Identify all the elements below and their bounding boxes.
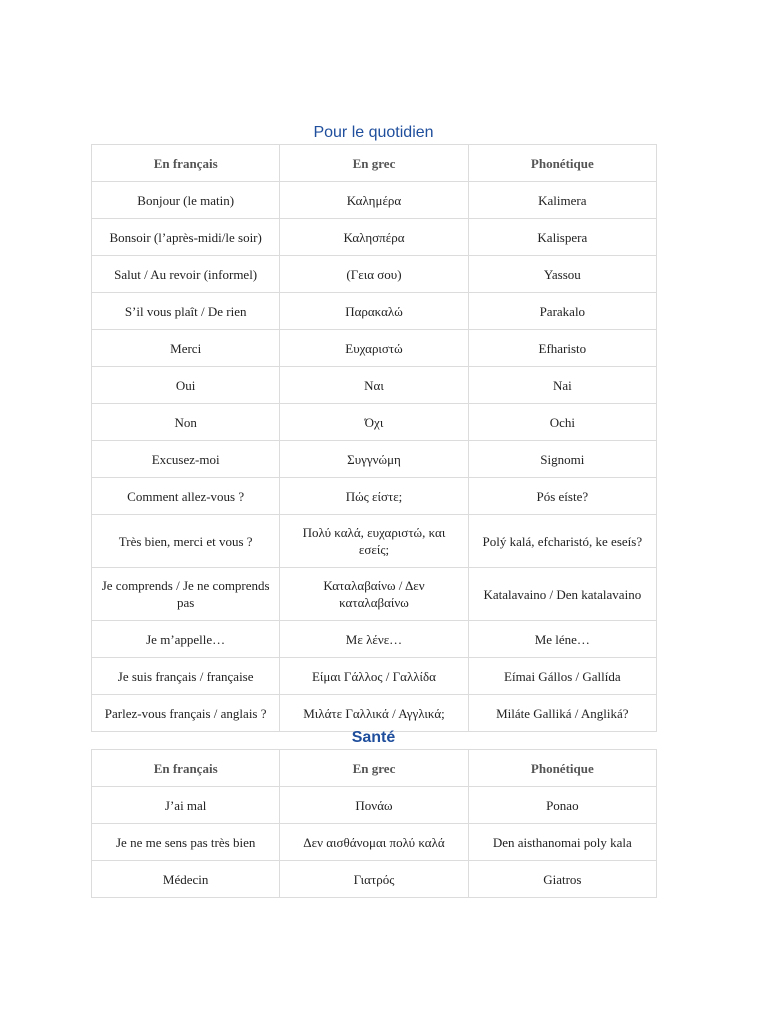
phrase-table-quotidien bbox=[91, 144, 657, 732]
cell-grec: Καλησπέρα bbox=[280, 219, 468, 256]
table-row bbox=[92, 824, 657, 861]
table-row bbox=[92, 219, 657, 256]
cell-phonetique: Ochi bbox=[468, 404, 656, 441]
cell-phonetique: Eímai Gállos / Gallída bbox=[468, 658, 656, 695]
cell-francais: Je comprends / Je ne comprends pas bbox=[92, 568, 280, 621]
cell-francais: S’il vous plaît / De rien bbox=[92, 293, 280, 330]
cell-francais: Non bbox=[92, 404, 280, 441]
cell-francais: Je suis français / française bbox=[92, 658, 280, 695]
cell-grec: Ευχαριστώ bbox=[280, 330, 468, 367]
cell-francais: Salut / Au revoir (informel) bbox=[92, 256, 280, 293]
cell-phonetique: Pós eíste? bbox=[468, 478, 656, 515]
cell-grec: Καταλαβαίνω / Δεν καταλαβαίνω bbox=[280, 568, 468, 621]
cell-phonetique: Giatros bbox=[468, 861, 656, 898]
table-row bbox=[92, 478, 657, 515]
table-row bbox=[92, 861, 657, 898]
column-header-francais: En français bbox=[92, 750, 280, 787]
cell-francais: Comment allez-vous ? bbox=[92, 478, 280, 515]
cell-francais: Excusez-moi bbox=[92, 441, 280, 478]
table-row bbox=[92, 787, 657, 824]
cell-phonetique: Parakalo bbox=[468, 293, 656, 330]
table-row bbox=[92, 515, 657, 568]
column-header-phonetique: Phonétique bbox=[468, 750, 656, 787]
cell-phonetique: Katalavaino / Den katalavaino bbox=[468, 568, 656, 621]
phrase-table-sante bbox=[91, 749, 657, 898]
table-row bbox=[92, 293, 657, 330]
cell-grec: Μιλάτε Γαλλικά / Αγγλικά; bbox=[280, 695, 468, 732]
table-row bbox=[92, 695, 657, 732]
cell-phonetique: Kalimera bbox=[468, 182, 656, 219]
cell-francais: J’ai mal bbox=[92, 787, 280, 824]
cell-grec: Παρακαλώ bbox=[280, 293, 468, 330]
column-header-phonetique: Phonétique bbox=[468, 145, 656, 182]
cell-grec: Γιατρός bbox=[280, 861, 468, 898]
cell-phonetique: Miláte Galliká / Angliká? bbox=[468, 695, 656, 732]
table-row bbox=[92, 256, 657, 293]
cell-grec: Ναι bbox=[280, 367, 468, 404]
cell-francais: Merci bbox=[92, 330, 280, 367]
table-row bbox=[92, 404, 657, 441]
table-row bbox=[92, 367, 657, 404]
column-header-grec: En grec bbox=[280, 750, 468, 787]
table-header-row bbox=[92, 750, 657, 787]
table-header-row bbox=[92, 145, 657, 182]
cell-phonetique: Efharisto bbox=[468, 330, 656, 367]
table-row bbox=[92, 182, 657, 219]
table-row bbox=[92, 568, 657, 621]
cell-francais: Bonjour (le matin) bbox=[92, 182, 280, 219]
cell-phonetique: Signomi bbox=[468, 441, 656, 478]
cell-phonetique: Kalispera bbox=[468, 219, 656, 256]
section-title-quotidien: Pour le quotidien bbox=[313, 124, 434, 141]
cell-francais: Très bien, merci et vous ? bbox=[92, 515, 280, 568]
column-header-francais: En français bbox=[92, 145, 280, 182]
cell-phonetique: Ponao bbox=[468, 787, 656, 824]
cell-grec: Πώς είστε; bbox=[280, 478, 468, 515]
cell-grec: Πολύ καλά, ευχαριστώ, και εσείς; bbox=[280, 515, 468, 568]
cell-grec: Πονάω bbox=[280, 787, 468, 824]
cell-grec: (Γεια σου) bbox=[280, 256, 468, 293]
cell-grec: Με λένε… bbox=[280, 621, 468, 658]
cell-phonetique: Den aisthanomai poly kala bbox=[468, 824, 656, 861]
cell-grec: Καλημέρα bbox=[280, 182, 468, 219]
cell-francais: Je m’appelle… bbox=[92, 621, 280, 658]
cell-phonetique: Yassou bbox=[468, 256, 656, 293]
cell-francais: Oui bbox=[92, 367, 280, 404]
cell-grec: Όχι bbox=[280, 404, 468, 441]
cell-francais: Médecin bbox=[92, 861, 280, 898]
table-row bbox=[92, 441, 657, 478]
cell-francais: Je ne me sens pas très bien bbox=[92, 824, 280, 861]
cell-phonetique: Polý kalá, efcharistó, ke eseís? bbox=[468, 515, 656, 568]
cell-phonetique: Me léne… bbox=[468, 621, 656, 658]
section-title-sante: Santé bbox=[351, 729, 396, 746]
column-header-grec: En grec bbox=[280, 145, 468, 182]
table-row bbox=[92, 658, 657, 695]
cell-grec: Δεν αισθάνομαι πολύ καλά bbox=[280, 824, 468, 861]
cell-grec: Συγγνώμη bbox=[280, 441, 468, 478]
table-row bbox=[92, 621, 657, 658]
table-row bbox=[92, 330, 657, 367]
cell-francais: Parlez-vous français / anglais ? bbox=[92, 695, 280, 732]
cell-grec: Είμαι Γάλλος / Γαλλίδα bbox=[280, 658, 468, 695]
cell-phonetique: Nai bbox=[468, 367, 656, 404]
cell-francais: Bonsoir (l’après-midi/le soir) bbox=[92, 219, 280, 256]
